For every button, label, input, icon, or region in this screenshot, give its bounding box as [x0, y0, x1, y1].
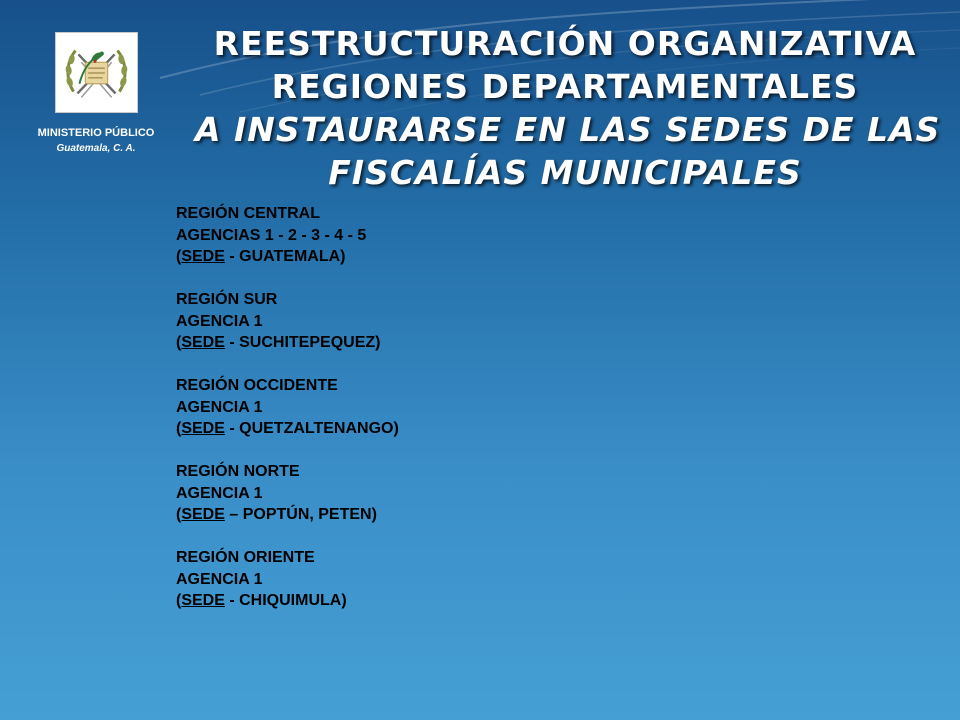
region-name: REGIÓN ORIENTE	[176, 549, 315, 566]
sede-word: SEDE	[181, 334, 225, 351]
region-sede	[176, 332, 776, 354]
coat-of-arms-logo	[55, 32, 138, 113]
sede-location: - SUCHITEPEQUEZ)	[224, 334, 381, 351]
region-agencies: AGENCIA 1	[176, 398, 263, 416]
slide-title	[195, 22, 941, 194]
sede-location: – POPTÚN, PETEN)	[224, 506, 377, 523]
region-sede	[176, 418, 776, 440]
region-agencies: AGENCIAS 1 - 2 - 3 - 4 - 5	[176, 226, 367, 244]
region-sede	[176, 504, 776, 526]
sede-open: (	[176, 592, 182, 609]
sede-word: SEDE	[181, 420, 225, 437]
region-agencies: AGENCIA 1	[176, 570, 263, 588]
region-name: REGIÓN SUR	[176, 291, 278, 308]
ministry-caption	[20, 126, 172, 156]
ministry-city: Guatemala, C. A.	[56, 143, 136, 154]
region-agencies: AGENCIA 1	[176, 312, 263, 330]
regions-list	[176, 203, 776, 633]
region-name: REGIÓN OCCIDENTE	[176, 377, 338, 394]
region-sur	[176, 289, 776, 354]
sede-open: (	[176, 420, 182, 437]
title-line-3: A INSTAURARSE EN LAS SEDES DE LAS	[195, 110, 941, 149]
region-norte	[176, 461, 776, 526]
title-line-4: FISCALÍAS MUNICIPALES	[328, 153, 802, 192]
region-oriente	[176, 547, 776, 612]
sede-word: SEDE	[181, 506, 225, 523]
sede-location: - GUATEMALA)	[224, 248, 346, 265]
sede-word: SEDE	[181, 592, 225, 609]
sede-open: (	[176, 248, 182, 265]
guatemala-coat-of-arms-icon	[56, 33, 137, 112]
title-line-2: REGIONES DEPARTAMENTALES	[271, 67, 859, 106]
region-name: REGIÓN NORTE	[176, 463, 300, 480]
region-sede	[176, 246, 776, 268]
ministry-name: MINISTERIO PÚBLICO	[37, 127, 155, 139]
region-occidente	[176, 375, 776, 440]
sede-location: - QUETZALTENANGO)	[224, 420, 399, 437]
title-line-1: REESTRUCTURACIÓN ORGANIZATIVA	[213, 24, 917, 63]
region-central	[176, 203, 776, 268]
region-agencies: AGENCIA 1	[176, 484, 263, 502]
sede-open: (	[176, 506, 182, 523]
sede-open: (	[176, 334, 182, 351]
region-name: REGIÓN CENTRAL	[176, 205, 320, 222]
sede-word: SEDE	[181, 248, 225, 265]
sede-location: - CHIQUIMULA)	[224, 592, 347, 609]
region-sede	[176, 590, 776, 612]
